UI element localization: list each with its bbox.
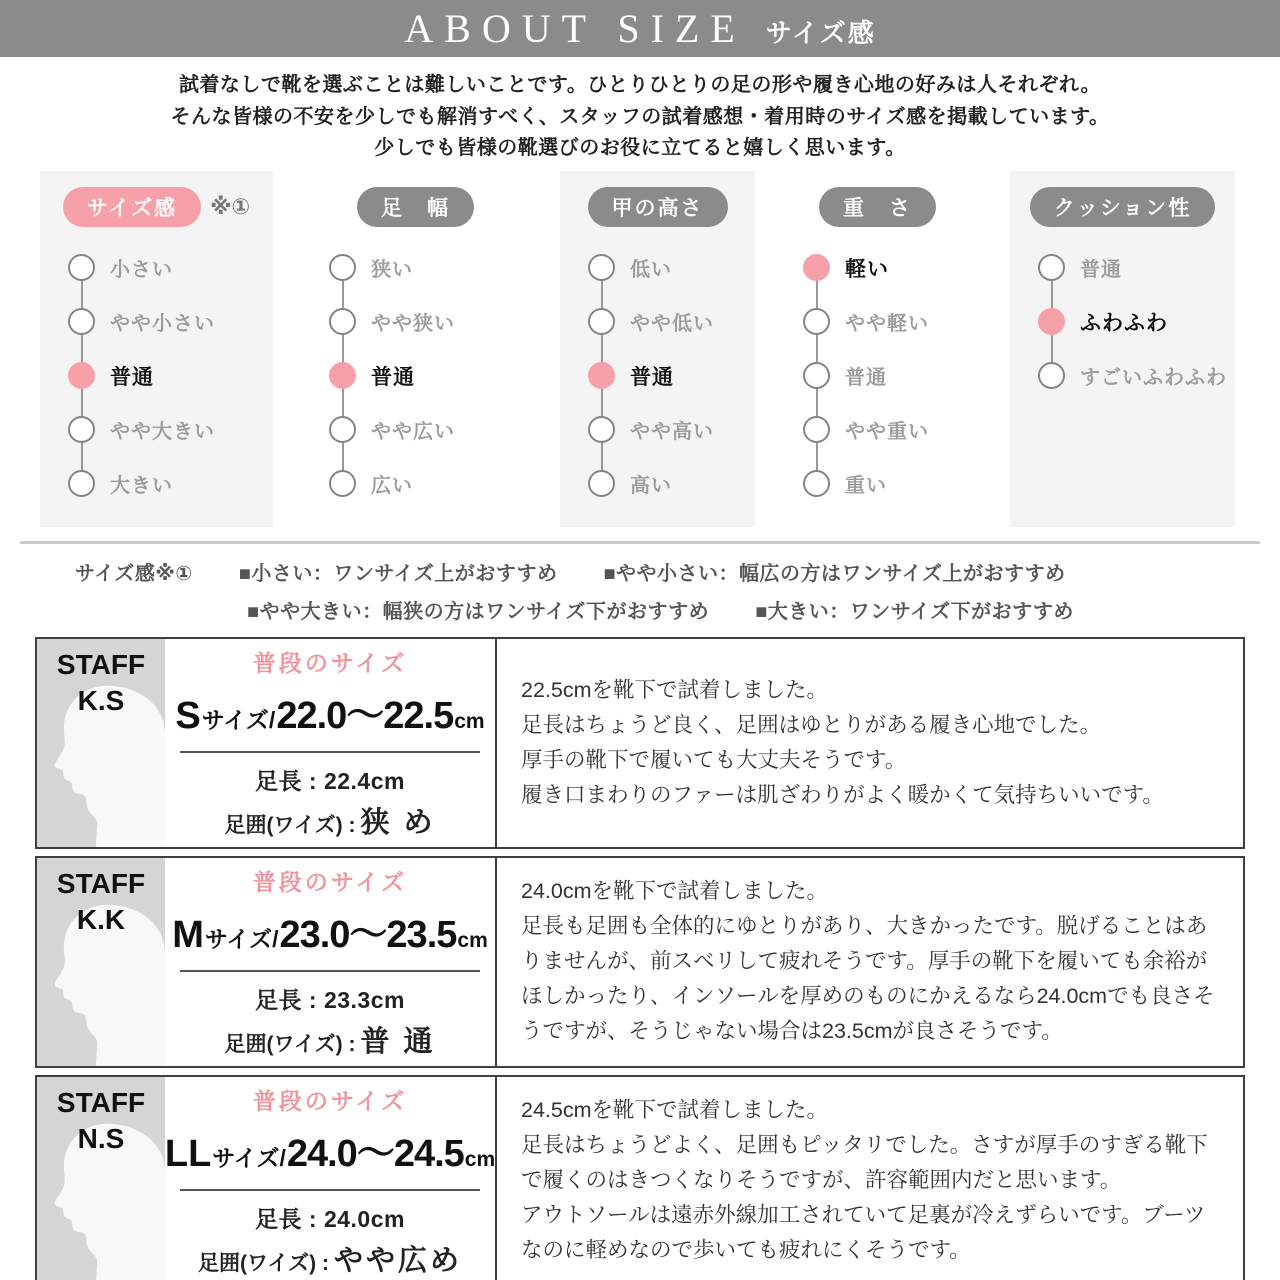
scale-track [1010, 241, 1235, 403]
scale-size-feel [40, 171, 273, 527]
rating-dot-icon [588, 254, 615, 281]
scale-track [560, 241, 755, 511]
scale-header [560, 187, 755, 227]
comment-line: 24.5cmを靴下で試着しました。 [521, 1098, 829, 1123]
rating-dot-icon [329, 254, 356, 281]
scale-pill: クッション性 [1030, 187, 1216, 227]
rating-dot-icon [329, 362, 356, 389]
rating-dot-icon [588, 416, 615, 443]
scale-option [68, 295, 273, 349]
foot-width [224, 800, 435, 841]
option-label: やや狭い [371, 313, 455, 336]
size-word: サイズ/ [204, 925, 279, 952]
header-title-ja: サイズ感 [765, 18, 876, 48]
rating-dot-icon [329, 416, 356, 443]
scale-option [329, 295, 530, 349]
intro-text [0, 57, 1280, 167]
rating-scales [0, 167, 1280, 527]
foot-width [224, 1019, 435, 1060]
footnote-item: ■やや小さい：幅広の方はワンサイズ上がおすすめ [603, 562, 1066, 585]
size-range: 23.0〜23.5 [279, 913, 457, 956]
scale-cushioning [1010, 171, 1235, 527]
intro-line: そんな皆様の不安を少しでも解消すべく、スタッフの試着感想・着用時のサイズ感を掲載しています。 [170, 105, 1110, 128]
scale-option [68, 241, 273, 295]
staff-size-info [165, 1077, 497, 1280]
rating-dot-icon [803, 362, 830, 389]
staff-avatar [37, 1077, 165, 1280]
option-label: すごいふわふわ [1080, 367, 1227, 390]
comment-line: 足長はちょうど良く、足囲はゆとりがある履き心地でした。 [521, 712, 1102, 737]
rating-dot-icon [588, 362, 615, 389]
size-word: サイズ/ [201, 706, 276, 733]
staff-size-info [165, 639, 497, 847]
about-size-header [0, 0, 1280, 57]
foot-length: 足長 : 23.3cm [255, 986, 405, 1013]
comment-line: 足長はちょうどよく、足囲もピッタリでした。さすが厚手のすぎる靴下で履くのはきつくなりそうですが、許容範囲内だと思います。 [521, 1133, 1208, 1193]
intro-line: 試着なしで靴を選ぶことは難しいことです。ひとりひとりの足の形や履き心地の好みは人それぞれ。 [178, 74, 1102, 96]
footnote-label: サイズ感※① [75, 562, 193, 585]
size-range: 22.0〜22.5 [276, 694, 454, 737]
scale-pill: 足 幅 [357, 187, 474, 227]
scale-option [1038, 241, 1235, 295]
rating-dot-icon [68, 416, 95, 443]
foot-width-label: 足囲(ワイズ) : [224, 813, 356, 837]
comment-line: アウトソールは遠赤外線加工されていて足裏が冷えずらいです。ブーツなのに軽めなので歩いても疲れにくそうです。 [521, 1203, 1206, 1263]
footnote-ref: ※① [210, 193, 251, 219]
foot-length: 足長 : 24.0cm [255, 1205, 405, 1232]
option-label: 広い [371, 475, 413, 498]
comment-line: 足長も足囲も全体的にゆとりがあり、大きかったです。脱げることはありませんが、前スベリして疲れそうです。厚手の靴下を履いても余裕がほしかったり、インソールを厚めのものにかえるなら24.0cmでも良さそうですが、そうじゃない場合は23.5cmが良さそうです。 [521, 914, 1215, 1044]
option-label: やや広い [371, 421, 455, 444]
comment-line: 履き口まわりのファーは肌ざわりがよく暖かくて気持ちいいです。 [521, 782, 1164, 807]
scale-option [803, 403, 980, 457]
size-value [175, 684, 484, 739]
option-label: 普通 [1080, 259, 1122, 282]
footnote-line [75, 557, 1280, 586]
footnote-item: ■大きい：ワンサイズ下がおすすめ [755, 600, 1074, 623]
scale-option [68, 349, 273, 403]
scale-foot-width [301, 171, 530, 527]
scale-option [588, 457, 755, 511]
option-label: やや軽い [845, 313, 929, 336]
staff-reviews [0, 637, 1280, 1280]
option-label: 小さい [110, 259, 173, 282]
size-unit: cm [454, 709, 485, 733]
scale-header [775, 187, 980, 227]
option-label: ふわふわ [1080, 311, 1168, 335]
size-value [172, 903, 488, 958]
divider [180, 970, 480, 972]
usual-size-label: 普段のサイズ [252, 1087, 408, 1114]
rating-dot-icon [1038, 362, 1065, 389]
option-label: 低い [630, 259, 672, 282]
foot-width-label: 足囲(ワイズ) : [198, 1251, 329, 1275]
rating-dot-icon [68, 308, 95, 335]
scale-option [803, 457, 980, 511]
comment-line: 厚手の靴下で履いても大丈夫そうです。 [521, 747, 907, 772]
foot-width-value: 狭 め [360, 806, 436, 839]
scale-option [329, 349, 530, 403]
staff-comment [497, 858, 1243, 1066]
intro-line: 少しでも皆様の靴選びのお役に立てると嬉しく思います。 [374, 137, 906, 160]
scale-track [301, 241, 530, 511]
scale-pill: サイズ感 [63, 187, 201, 227]
rating-dot-icon [329, 308, 356, 335]
option-label: やや重い [845, 421, 929, 444]
option-label: 普通 [630, 365, 674, 389]
foot-width-value: 普 通 [360, 1025, 436, 1058]
comment-line: 22.5cmを靴下で試着しました。 [521, 677, 829, 702]
scale-option [588, 403, 755, 457]
rating-dot-icon [803, 470, 830, 497]
size-range: 24.0〜24.5 [286, 1132, 464, 1175]
size-word: サイズ/ [212, 1144, 286, 1171]
scale-weight [775, 171, 980, 527]
staff-avatar [37, 858, 165, 1066]
foot-length: 足長 : 22.4cm [255, 767, 405, 794]
scale-header [1010, 187, 1235, 227]
scale-pill: 甲の高さ [588, 187, 728, 227]
scale-option [588, 241, 755, 295]
rating-dot-icon [68, 254, 95, 281]
rating-dot-icon [803, 254, 830, 281]
size-unit: cm [464, 1147, 496, 1171]
scale-option [1038, 295, 1235, 349]
staff-comment [497, 1077, 1243, 1280]
rating-dot-icon [1038, 254, 1065, 281]
scale-option [803, 349, 980, 403]
scale-option [803, 241, 980, 295]
comment-line: 24.0cmを靴下で試着しました。 [521, 879, 829, 904]
scale-option [803, 295, 980, 349]
scale-option [329, 403, 530, 457]
rating-dot-icon [588, 308, 615, 335]
usual-size-label: 普段のサイズ [252, 649, 408, 676]
option-label: 大きい [110, 475, 173, 498]
staff-name: STAFF K.K [56, 867, 146, 936]
footnote-item: ■小さい：ワンサイズ上がおすすめ [238, 562, 558, 585]
option-label: 高い [630, 475, 672, 498]
staff-name: STAFF N.S [56, 1086, 146, 1155]
scale-option [68, 403, 273, 457]
staff-review-card [35, 1075, 1245, 1280]
scale-pill: 重 さ [819, 187, 936, 227]
staff-size-info [165, 858, 497, 1066]
size-unit: cm [457, 928, 488, 952]
size-letter: M [172, 913, 204, 956]
footnote-item: ■やや大きい：幅狭の方はワンサイズ下がおすすめ [247, 600, 710, 623]
rating-dot-icon [1038, 308, 1065, 335]
divider [180, 1189, 480, 1191]
rating-dot-icon [803, 308, 830, 335]
scale-track [775, 241, 980, 511]
option-label: 普通 [371, 365, 415, 389]
option-label: やや大きい [110, 421, 215, 444]
size-letter: S [175, 694, 201, 737]
rating-dot-icon [68, 362, 95, 389]
scale-option [329, 241, 530, 295]
scale-option [68, 457, 273, 511]
scale-header [301, 187, 530, 227]
footnote-line [247, 595, 1280, 624]
scale-header [40, 187, 273, 227]
rating-dot-icon [588, 470, 615, 497]
option-label: 重い [845, 475, 887, 498]
staff-avatar [37, 639, 165, 847]
option-label: 普通 [110, 365, 154, 389]
option-label: やや高い [630, 421, 714, 444]
foot-width-value: やや広め [333, 1244, 462, 1277]
scale-option [588, 295, 755, 349]
rating-dot-icon [803, 416, 830, 443]
staff-review-card [35, 856, 1245, 1068]
size-feel-footnotes [0, 544, 1280, 637]
option-label: やや小さい [110, 313, 215, 336]
foot-width-label: 足囲(ワイズ) : [224, 1032, 356, 1056]
rating-dot-icon [68, 470, 95, 497]
usual-size-label: 普段のサイズ [252, 868, 408, 895]
scale-option [1038, 349, 1235, 403]
header-title-en: ABOUT SIZE [404, 6, 746, 51]
rating-dot-icon [329, 470, 356, 497]
size-value [165, 1122, 495, 1177]
staff-comment [497, 639, 1243, 847]
staff-name: STAFF K.S [56, 648, 146, 717]
option-label: やや低い [630, 313, 714, 336]
scale-track [40, 241, 273, 511]
option-label: 普通 [845, 367, 887, 390]
option-label: 軽い [845, 257, 889, 281]
divider [180, 751, 480, 753]
scale-instep-height [560, 171, 755, 527]
size-letter: LL [164, 1132, 212, 1175]
staff-review-card [35, 637, 1245, 849]
scale-option [329, 457, 530, 511]
scale-option [588, 349, 755, 403]
option-label: 狭い [371, 259, 413, 282]
foot-width [198, 1238, 462, 1279]
